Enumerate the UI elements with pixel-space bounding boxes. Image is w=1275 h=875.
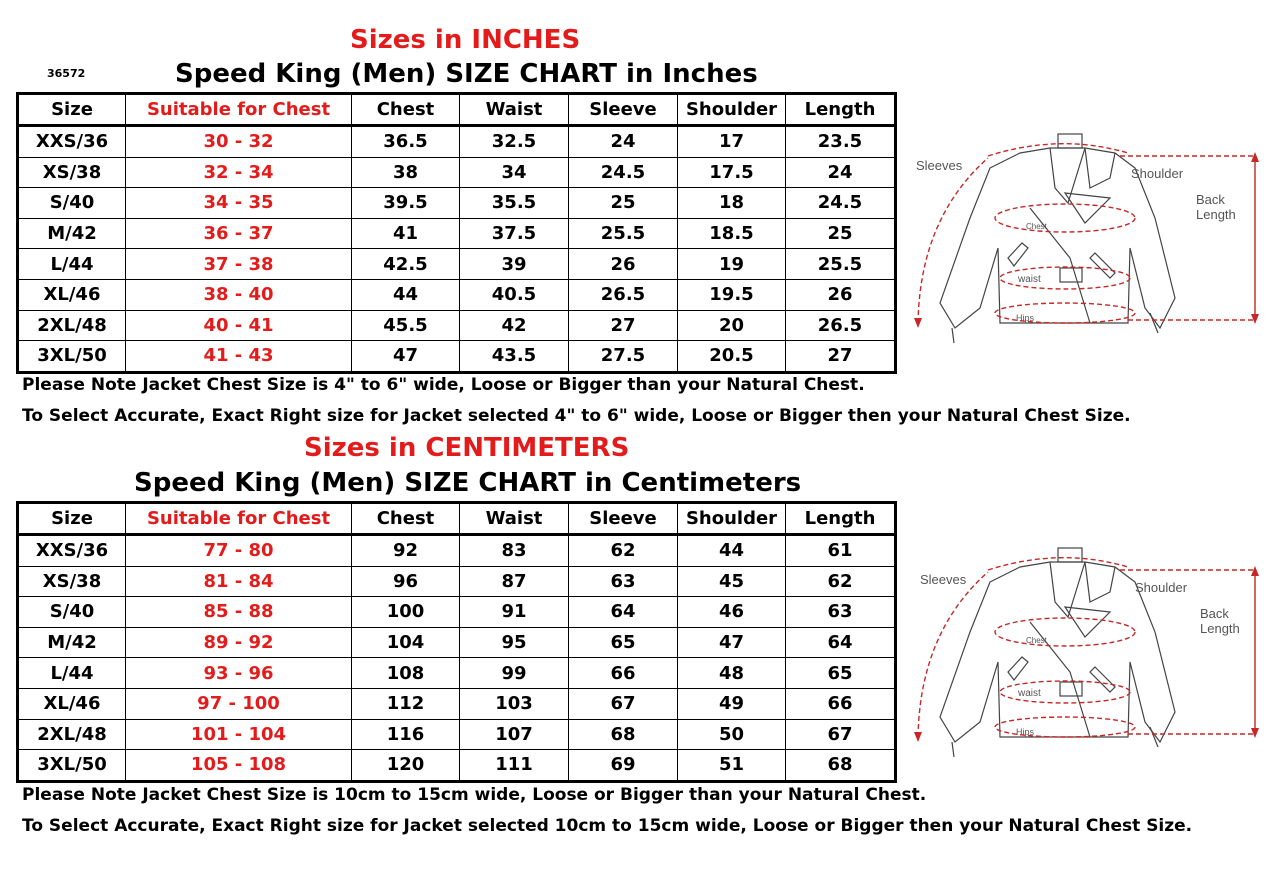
cell-sleeve: 67 [569, 688, 678, 719]
cell-sleeve: 24 [569, 126, 678, 158]
column-header-length: Length [786, 94, 896, 126]
cell-size: M/42 [18, 218, 126, 249]
cell-shoulder: 18.5 [678, 218, 786, 249]
column-header-suitable-for-chest: Suitable for Chest [126, 94, 352, 126]
cell-length: 25 [786, 218, 896, 249]
shoulder-label: Shoulder [1131, 166, 1184, 181]
cell-waist: 35.5 [460, 188, 569, 219]
cell-chest: 120 [352, 750, 460, 782]
cell-size: L/44 [18, 249, 126, 280]
cell-sleeve: 66 [569, 658, 678, 689]
cell-length: 64 [786, 627, 896, 658]
cell-waist: 43.5 [460, 341, 569, 373]
cell-chest: 39.5 [352, 188, 460, 219]
cell-size: S/40 [18, 597, 126, 628]
table-row [18, 658, 896, 689]
cell-shoulder: 46 [678, 597, 786, 628]
cell-suitable-for-chest: 40 - 41 [126, 310, 352, 341]
table-row [18, 279, 896, 310]
column-header-waist: Waist [460, 503, 569, 535]
cell-shoulder: 49 [678, 688, 786, 719]
cell-suitable-for-chest: 41 - 43 [126, 341, 352, 373]
cell-sleeve: 63 [569, 566, 678, 597]
cell-chest: 96 [352, 566, 460, 597]
table-row [18, 341, 896, 373]
cm-heading: Sizes in CENTIMETERS [304, 433, 630, 463]
chest-label: Chest [1026, 222, 1047, 231]
cell-chest: 42.5 [352, 249, 460, 280]
cell-chest: 100 [352, 597, 460, 628]
table-row [18, 719, 896, 750]
cm-size-table [16, 501, 897, 783]
inches-note-2: To Select Accurate, Exact Right size for Jacket selected 4" to 6" wide, Loose or Bigger then your Natural Chest Size. [22, 406, 1131, 426]
inches-note-1: Please Note Jacket Chest Size is 4" to 6" wide, Loose or Bigger than your Natural Chest. [22, 375, 865, 395]
table-row [18, 750, 896, 782]
cell-sleeve: 69 [569, 750, 678, 782]
cell-shoulder: 48 [678, 658, 786, 689]
table-header-row [18, 503, 896, 535]
cell-waist: 87 [460, 566, 569, 597]
cell-suitable-for-chest: 105 - 108 [126, 750, 352, 782]
column-header-sleeve: Sleeve [569, 503, 678, 535]
cell-shoulder: 19.5 [678, 279, 786, 310]
cell-size: M/42 [18, 627, 126, 658]
jacket-measure-diagram-inches [910, 128, 1270, 348]
back-length-label-line1: Back [1196, 192, 1225, 207]
cell-shoulder: 20 [678, 310, 786, 341]
cell-shoulder: 18 [678, 188, 786, 219]
cell-length: 62 [786, 566, 896, 597]
table-row [18, 627, 896, 658]
back-length-label-line1: Back [1200, 606, 1229, 621]
cell-chest: 45.5 [352, 310, 460, 341]
chest-label: Chest [1026, 636, 1047, 645]
table-row [18, 535, 896, 567]
inches-size-table [16, 92, 897, 374]
table-row [18, 566, 896, 597]
cell-size: 2XL/48 [18, 310, 126, 341]
cell-length: 68 [786, 750, 896, 782]
cell-waist: 39 [460, 249, 569, 280]
cell-size: XL/46 [18, 279, 126, 310]
cell-length: 26 [786, 279, 896, 310]
cell-chest: 36.5 [352, 126, 460, 158]
table-row [18, 688, 896, 719]
cell-chest: 108 [352, 658, 460, 689]
cell-length: 67 [786, 719, 896, 750]
cell-chest: 116 [352, 719, 460, 750]
cell-length: 24 [786, 157, 896, 188]
cell-shoulder: 19 [678, 249, 786, 280]
column-header-sleeve: Sleeve [569, 94, 678, 126]
cell-size: 2XL/48 [18, 719, 126, 750]
cell-length: 27 [786, 341, 896, 373]
cell-waist: 95 [460, 627, 569, 658]
cell-length: 63 [786, 597, 896, 628]
table-row [18, 597, 896, 628]
column-header-suitable-for-chest: Suitable for Chest [126, 503, 352, 535]
column-header-chest: Chest [352, 94, 460, 126]
cell-suitable-for-chest: 89 - 92 [126, 627, 352, 658]
cell-sleeve: 27.5 [569, 341, 678, 373]
cell-chest: 112 [352, 688, 460, 719]
cell-suitable-for-chest: 97 - 100 [126, 688, 352, 719]
column-header-size: Size [18, 503, 126, 535]
cell-suitable-for-chest: 81 - 84 [126, 566, 352, 597]
cell-suitable-for-chest: 32 - 34 [126, 157, 352, 188]
cell-suitable-for-chest: 38 - 40 [126, 279, 352, 310]
cell-sleeve: 62 [569, 535, 678, 567]
cell-length: 25.5 [786, 249, 896, 280]
cm-note-1: Please Note Jacket Chest Size is 10cm to 15cm wide, Loose or Bigger than your Natural Chest. [22, 785, 927, 805]
cell-shoulder: 47 [678, 627, 786, 658]
cell-size: L/44 [18, 658, 126, 689]
table-row [18, 126, 896, 158]
table-row [18, 218, 896, 249]
cell-waist: 42 [460, 310, 569, 341]
column-header-chest: Chest [352, 503, 460, 535]
cell-length: 24.5 [786, 188, 896, 219]
cm-note-2: To Select Accurate, Exact Right size for Jacket selected 10cm to 15cm wide, Loose or Bigger then your Natural Chest Size. [22, 816, 1193, 836]
cell-suitable-for-chest: 93 - 96 [126, 658, 352, 689]
cell-length: 65 [786, 658, 896, 689]
inches-heading: Sizes in INCHES [350, 25, 581, 55]
cell-waist: 40.5 [460, 279, 569, 310]
column-header-shoulder: Shoulder [678, 94, 786, 126]
cell-length: 66 [786, 688, 896, 719]
cell-shoulder: 20.5 [678, 341, 786, 373]
cell-waist: 32.5 [460, 126, 569, 158]
cell-shoulder: 17 [678, 126, 786, 158]
column-header-size: Size [18, 94, 126, 126]
cell-chest: 104 [352, 627, 460, 658]
cell-chest: 92 [352, 535, 460, 567]
cell-chest: 38 [352, 157, 460, 188]
cell-length: 26.5 [786, 310, 896, 341]
cell-sleeve: 27 [569, 310, 678, 341]
cell-waist: 103 [460, 688, 569, 719]
inches-chart-title: Speed King (Men) SIZE CHART in Inches [175, 59, 758, 89]
cell-suitable-for-chest: 101 - 104 [126, 719, 352, 750]
cell-waist: 34 [460, 157, 569, 188]
cell-sleeve: 24.5 [569, 157, 678, 188]
column-header-waist: Waist [460, 94, 569, 126]
cell-size: S/40 [18, 188, 126, 219]
waist-label: waist [1018, 274, 1041, 285]
cell-size: XS/38 [18, 566, 126, 597]
cell-waist: 99 [460, 658, 569, 689]
table-header-row [18, 94, 896, 126]
cell-chest: 41 [352, 218, 460, 249]
cell-shoulder: 50 [678, 719, 786, 750]
cell-sleeve: 65 [569, 627, 678, 658]
shoulder-label: Shoulder [1135, 580, 1188, 595]
back-length-label-line2: Length [1200, 621, 1240, 636]
cell-waist: 83 [460, 535, 569, 567]
cell-suitable-for-chest: 30 - 32 [126, 126, 352, 158]
table-row [18, 249, 896, 280]
hips-label: Hips [1016, 727, 1035, 737]
column-header-length: Length [786, 503, 896, 535]
cell-suitable-for-chest: 77 - 80 [126, 535, 352, 567]
cell-waist: 107 [460, 719, 569, 750]
cell-shoulder: 45 [678, 566, 786, 597]
cell-suitable-for-chest: 85 - 88 [126, 597, 352, 628]
cell-suitable-for-chest: 37 - 38 [126, 249, 352, 280]
jacket-measure-diagram-cm [910, 542, 1270, 762]
cell-waist: 37.5 [460, 218, 569, 249]
back-length-label-line2: Length [1196, 207, 1236, 222]
cell-sleeve: 68 [569, 719, 678, 750]
cell-shoulder: 51 [678, 750, 786, 782]
cell-sleeve: 25.5 [569, 218, 678, 249]
cell-size: XXS/36 [18, 126, 126, 158]
cell-length: 23.5 [786, 126, 896, 158]
sleeves-label: Sleeves [920, 572, 967, 587]
cell-waist: 111 [460, 750, 569, 782]
table-row [18, 310, 896, 341]
cm-chart-title: Speed King (Men) SIZE CHART in Centimeters [134, 468, 802, 498]
cell-sleeve: 64 [569, 597, 678, 628]
document-code: 36572 [47, 67, 86, 80]
cell-waist: 91 [460, 597, 569, 628]
sleeves-label: Sleeves [916, 158, 963, 173]
cell-sleeve: 25 [569, 188, 678, 219]
table-row [18, 157, 896, 188]
cell-shoulder: 44 [678, 535, 786, 567]
cell-size: XL/46 [18, 688, 126, 719]
cell-shoulder: 17.5 [678, 157, 786, 188]
cell-size: 3XL/50 [18, 341, 126, 373]
cell-size: 3XL/50 [18, 750, 126, 782]
cell-size: XXS/36 [18, 535, 126, 567]
cell-sleeve: 26 [569, 249, 678, 280]
cell-suitable-for-chest: 34 - 35 [126, 188, 352, 219]
cell-length: 61 [786, 535, 896, 567]
cell-chest: 44 [352, 279, 460, 310]
cell-sleeve: 26.5 [569, 279, 678, 310]
table-row [18, 188, 896, 219]
cell-size: XS/38 [18, 157, 126, 188]
hips-label: Hips [1016, 313, 1035, 323]
waist-label: waist [1018, 688, 1041, 699]
cell-suitable-for-chest: 36 - 37 [126, 218, 352, 249]
column-header-shoulder: Shoulder [678, 503, 786, 535]
cell-chest: 47 [352, 341, 460, 373]
